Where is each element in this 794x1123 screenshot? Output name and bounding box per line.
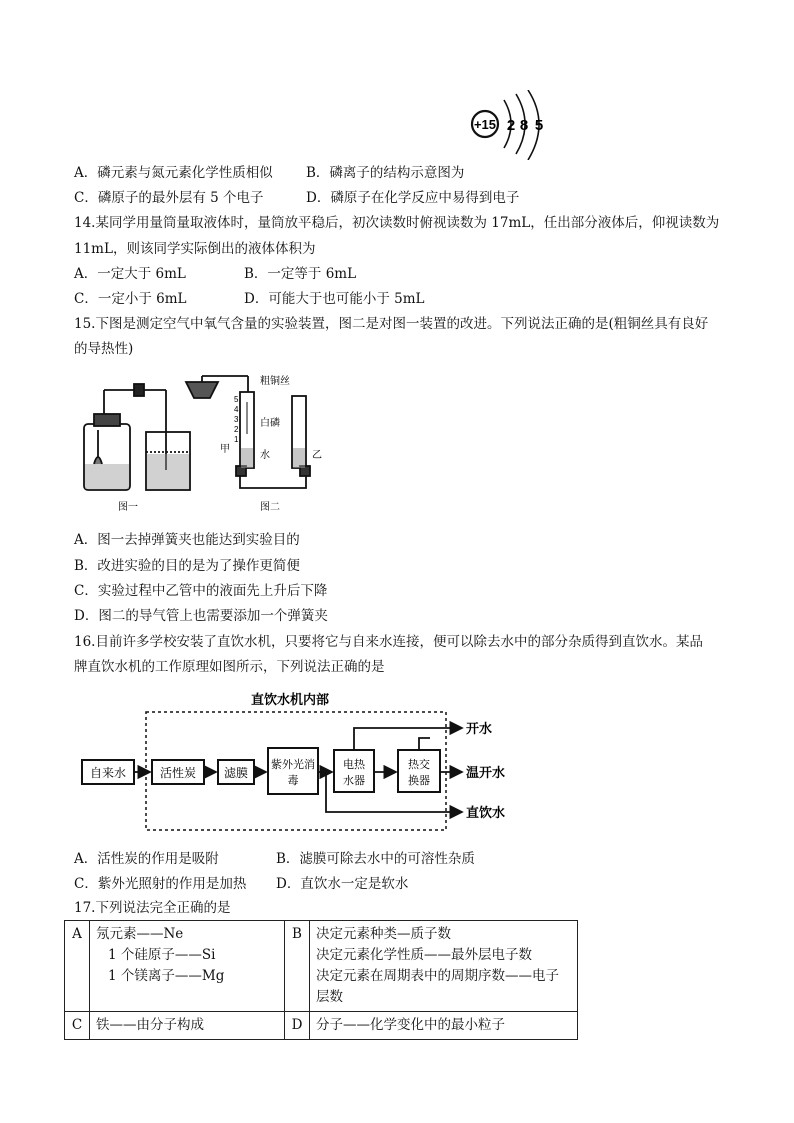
q13-option-b: B．磷离子的结构示意图为 xyxy=(306,165,465,181)
flow-output-drinking: 直饮水 xyxy=(466,806,506,821)
option-b-line: 决定元素在周期表中的周期序数——电子层数 xyxy=(316,968,559,1005)
flow-title: 直饮水机内部 xyxy=(250,693,330,708)
option-key-c: C xyxy=(65,1012,90,1040)
q16-option-b: B．滤膜可除去水中的可溶性杂质 xyxy=(276,851,475,867)
option-a-content xyxy=(90,921,285,1012)
phosphorus-atom-diagram xyxy=(466,90,566,160)
option-c-line: 铁——由分子构成 xyxy=(96,1017,204,1033)
q15-stem-line1: 15.下图是测定空气中氧气含量的实验装置，图二是对图一装置的改进。下列说法正确的是(粗铜丝具有良好 xyxy=(74,316,709,332)
option-d-line: 分子——化学变化中的最小粒子 xyxy=(316,1017,505,1033)
option-key-d: D xyxy=(285,1012,310,1040)
scale-mark-3: 3 xyxy=(234,415,239,424)
table-row xyxy=(65,921,578,1012)
q16-stem-line2: 牌直饮水机的工作原理如图所示，下列说法正确的是 xyxy=(74,659,385,675)
caption-figure-one: 图一 xyxy=(118,502,138,513)
label-water: 水 xyxy=(260,450,270,461)
option-a-line: 氖元素——Ne xyxy=(96,926,184,942)
scale-mark-4: 4 xyxy=(234,405,239,414)
q15-option-b: B．改进实验的目的是为了操作更简便 xyxy=(74,558,300,574)
q16-option-d: D．直饮水一定是软水 xyxy=(276,876,409,892)
flow-step-heater-line1: 电热 xyxy=(343,758,365,771)
flow-step-carbon: 活性炭 xyxy=(159,766,197,780)
q13-option-a: A．磷元素与氮元素化学性质相似 xyxy=(74,165,273,181)
label-white-phosphorus: 白磷 xyxy=(260,418,280,429)
q14-option-c: C．一定小于 6mL xyxy=(74,291,187,307)
flow-output-warm: 温开水 xyxy=(466,766,506,781)
q17-options-table xyxy=(64,920,578,1040)
option-b-content xyxy=(310,921,578,1012)
q16-option-c: C．紫外光照射的作用是加热 xyxy=(74,876,247,892)
q17-stem: 17.下列说法完全正确的是 xyxy=(74,900,231,916)
q13-option-d: D．磷原子在化学反应中易得到电子 xyxy=(306,190,520,206)
option-b-line: 决定元素种类—质子数 xyxy=(316,926,451,942)
label-tube-jia: 甲 xyxy=(220,444,230,455)
q13-option-c: C．磷原子的最外层有 5 个电子 xyxy=(74,190,264,206)
nucleus-charge: +15 xyxy=(473,117,497,132)
caption-figure-two: 图二 xyxy=(260,502,280,513)
flow-step-uv-line2: 毒 xyxy=(287,774,299,787)
q16-option-a: A．活性炭的作用是吸附 xyxy=(74,851,219,867)
q14-option-d: D．可能大于也可能小于 5mL xyxy=(244,291,425,307)
option-key-b: B xyxy=(285,921,310,1012)
scale-mark-5: 5 xyxy=(234,395,239,404)
flow-output-boiling: 开水 xyxy=(466,722,493,737)
label-copper-wire: 粗铜丝 xyxy=(260,376,290,387)
option-c-content xyxy=(90,1012,285,1040)
q14-option-a: A．一定大于 6mL xyxy=(74,266,186,282)
flow-step-uv-line1: 紫外光消 xyxy=(271,758,315,771)
flow-step-exchanger-line2: 换器 xyxy=(408,774,430,787)
q14-stem-line1: 14.某同学用量筒量取液体时，量筒放平稳后，初次读数时俯视读数为 17mL，任出部分液体后，仰视读数为 xyxy=(74,215,720,231)
q15-option-a: A．图一去掉弹簧夹也能达到实验目的 xyxy=(74,532,300,548)
option-d-content xyxy=(310,1012,578,1040)
option-key-a: A xyxy=(65,921,90,1012)
figure-two-apparatus xyxy=(186,376,310,488)
shell-3-count: 5 xyxy=(534,117,544,134)
q15-option-c: C．实验过程中乙管中的液面先上升后下降 xyxy=(74,583,328,599)
scale-mark-1: 1 xyxy=(234,435,239,444)
shell-1-count: 2 xyxy=(506,117,516,134)
flow-step-heater-line2: 水器 xyxy=(343,774,365,787)
oxygen-experiment-figure xyxy=(74,372,334,520)
shell-2-count: 8 xyxy=(519,117,529,134)
option-a-line: 1 个镁离子——Mg xyxy=(108,968,225,984)
q15-stem-line2: 的导热性) xyxy=(74,341,134,357)
flow-step-membrane: 滤膜 xyxy=(223,766,249,780)
q16-stem-line1: 16.目前许多学校安装了直饮水机，只要将它与自来水连接，便可以除去水中的部分杂质得到直饮水。某品 xyxy=(74,634,703,650)
flow-input: 自来水 xyxy=(89,766,127,780)
q15-option-d: D．图二的导气管上也需要添加一个弹簧夹 xyxy=(74,608,328,624)
table-row xyxy=(65,1012,578,1040)
water-machine-flow-diagram xyxy=(78,690,528,840)
option-b-line: 决定元素化学性质——最外层电子数 xyxy=(316,947,532,963)
option-a-line: 1 个硅原子——Si xyxy=(108,947,216,963)
q14-stem-line2: 11mL，则该同学实际倒出的液体体积为 xyxy=(74,241,316,257)
flow-step-exchanger-line1: 热交 xyxy=(408,758,430,771)
label-tube-yi: 乙 xyxy=(312,450,322,461)
scale-mark-2: 2 xyxy=(234,425,239,434)
q14-option-b: B．一定等于 6mL xyxy=(244,266,357,282)
